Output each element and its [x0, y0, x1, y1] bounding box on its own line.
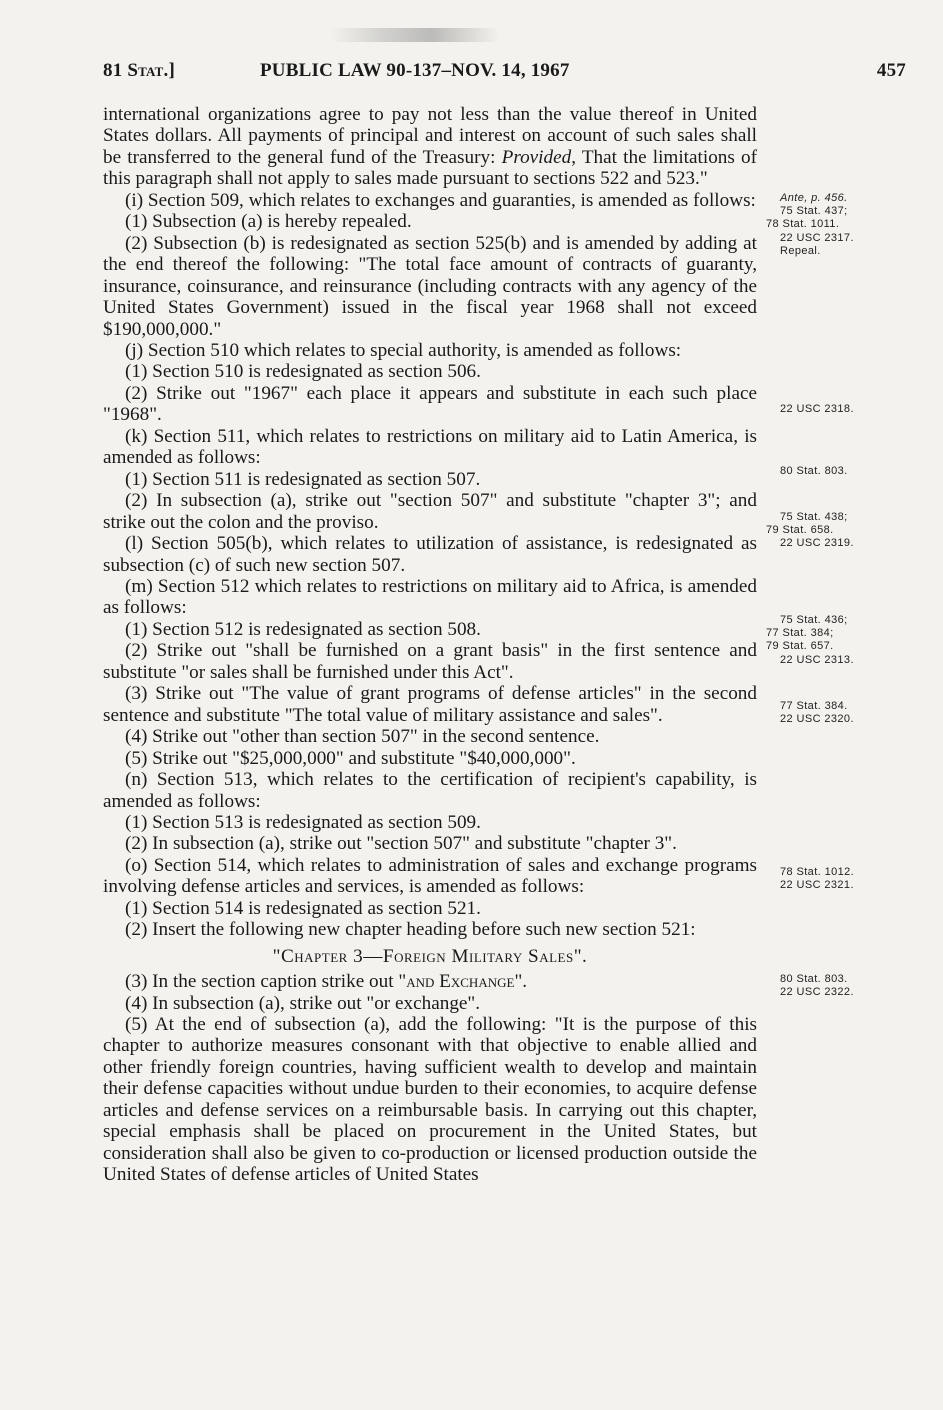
bleed-through-smudge [330, 28, 500, 42]
paragraph: (i) Section 509, which relates to exchanges and guaranties, is amended as follows: [125, 189, 756, 211]
paragraph: (1) Subsection (a) is hereby repealed. [125, 211, 412, 233]
paragraph: (1) Section 513 is redesignated as section 509. [125, 811, 481, 833]
paragraph: (2) In subsection (a), strike out "section 507" and substitute "chapter 3"; and strike out the colon and the proviso. [103, 490, 757, 533]
paragraph: (3) In the section caption strike out "and Exchange". [125, 971, 528, 993]
margin-citation: 78 Stat. 1012. 22 USC 2321. [780, 866, 855, 892]
paragraph: (1) Section 514 is redesignated as section 521. [125, 897, 481, 919]
page-number: 457 [876, 60, 906, 81]
margin-citation: 77 Stat. 384. 22 USC 2320. [780, 700, 854, 726]
paragraph: (3) Strike out "The value of grant programs of defense articles" in the second sentence and substitute "The total value of military assistance and sales". [103, 683, 757, 726]
paragraph: (2) Subsection (b) is redesignated as section 525(b) and is amended by adding at the end thereof the following: "The total face amount of contracts of guaranty, insurance, coinsurance, and reinsurance (including contracts with any agency of the United States Government) issued in the fiscal year 1968 shall not exceed $190,000,000." [103, 232, 757, 340]
body-text [103, 104, 757, 1186]
margin-citation: 22 USC 2318. [780, 403, 854, 415]
running-header [103, 60, 906, 84]
paragraph: (1) Section 511 is redesignated as section 507. [125, 468, 481, 490]
paragraph: (2) In subsection (a), strike out "section 507" and substitute "chapter 3". [125, 833, 677, 855]
margin-citation: 75 Stat. 436; 77 Stat. 384; 79 Stat. 657. 22 USC 2313. [766, 614, 854, 666]
margin-citation: 80 Stat. 803. [780, 465, 848, 477]
paragraph: international organizations agree to pay not less than the value thereof in United States dollars. All payments of principal and interest on account of such sales shall be transferred to the general fund of the Treasury: Provided, That the limitations of this paragraph shall not apply to sales made pursuant to sections 522 and 523." [103, 104, 757, 190]
paragraph: (2) Insert the following new chapter heading before such new section 521: [125, 919, 696, 941]
paragraph: (j) Section 510 which relates to special authority, is amended as follows: [125, 339, 682, 361]
paragraph: (l) Section 505(b), which relates to utilization of assistance, is redesignated as subsection (c) of such new section 507. [103, 533, 757, 576]
paragraph: (4) Strike out "other than section 507" in the second sentence. [125, 726, 600, 748]
chapter-heading: "Chapter 3—Foreign Military Sales". [272, 945, 588, 967]
paragraph: (m) Section 512 which relates to restrictions on military aid to Africa, is amended as follows: [103, 575, 757, 619]
paragraph: (k) Section 511, which relates to restrictions on military aid to Latin America, is amended as follows: [103, 425, 757, 469]
paragraph: (4) In subsection (a), strike out "or exchange". [125, 992, 481, 1014]
header-title: PUBLIC LAW 90-137–NOV. 14, 1967 [260, 60, 570, 81]
paragraph: (5) At the end of subsection (a), add the following: "It is the purpose of this chapter to authorize measures consonant with that objective to enable allied and other friendly foreign countries, having sufficient wealth to develop and maintain their defense capacities without undue burden to their economies, to acquire defense articles and defense services on a reimbursable basis. In carrying out this chapter, special emphasis shall be placed on procurement in the United States, but consideration shall also be given to co-production or licensed production outside the United States of defense articles of United States [103, 1014, 757, 1186]
paragraph: (o) Section 514, which relates to administration of sales and exchange programs involving defense articles and services, is amended as follows: [103, 854, 757, 898]
paragraph: (n) Section 513, which relates to the certification of recipient's capability, is amended as follows: [103, 769, 757, 812]
paragraph: (2) Strike out "shall be furnished on a grant basis" in the first sentence and substitute "or sales shall be furnished under this Act". [103, 640, 757, 683]
paragraph: (1) Section 512 is redesignated as section 508. [125, 618, 481, 640]
paragraph: (5) Strike out "$25,000,000" and substitute "$40,000,000". [125, 747, 576, 769]
margin-citation: 80 Stat. 803. 22 USC 2322. [780, 973, 854, 999]
margin-citation: Ante, p. 456. 75 Stat. 437; 78 Stat. 1011. 22 USC 2317. Repeal. [766, 192, 854, 257]
paragraph: (1) Section 510 is redesignated as section 506. [125, 361, 481, 383]
header-volume: 81 Stat.] [103, 60, 175, 81]
paragraph: (2) Strike out "1967" each place it appears and substitute in each such place "1968". [103, 382, 757, 426]
margin-citation: 75 Stat. 438; 79 Stat. 658. 22 USC 2319. [766, 511, 854, 550]
